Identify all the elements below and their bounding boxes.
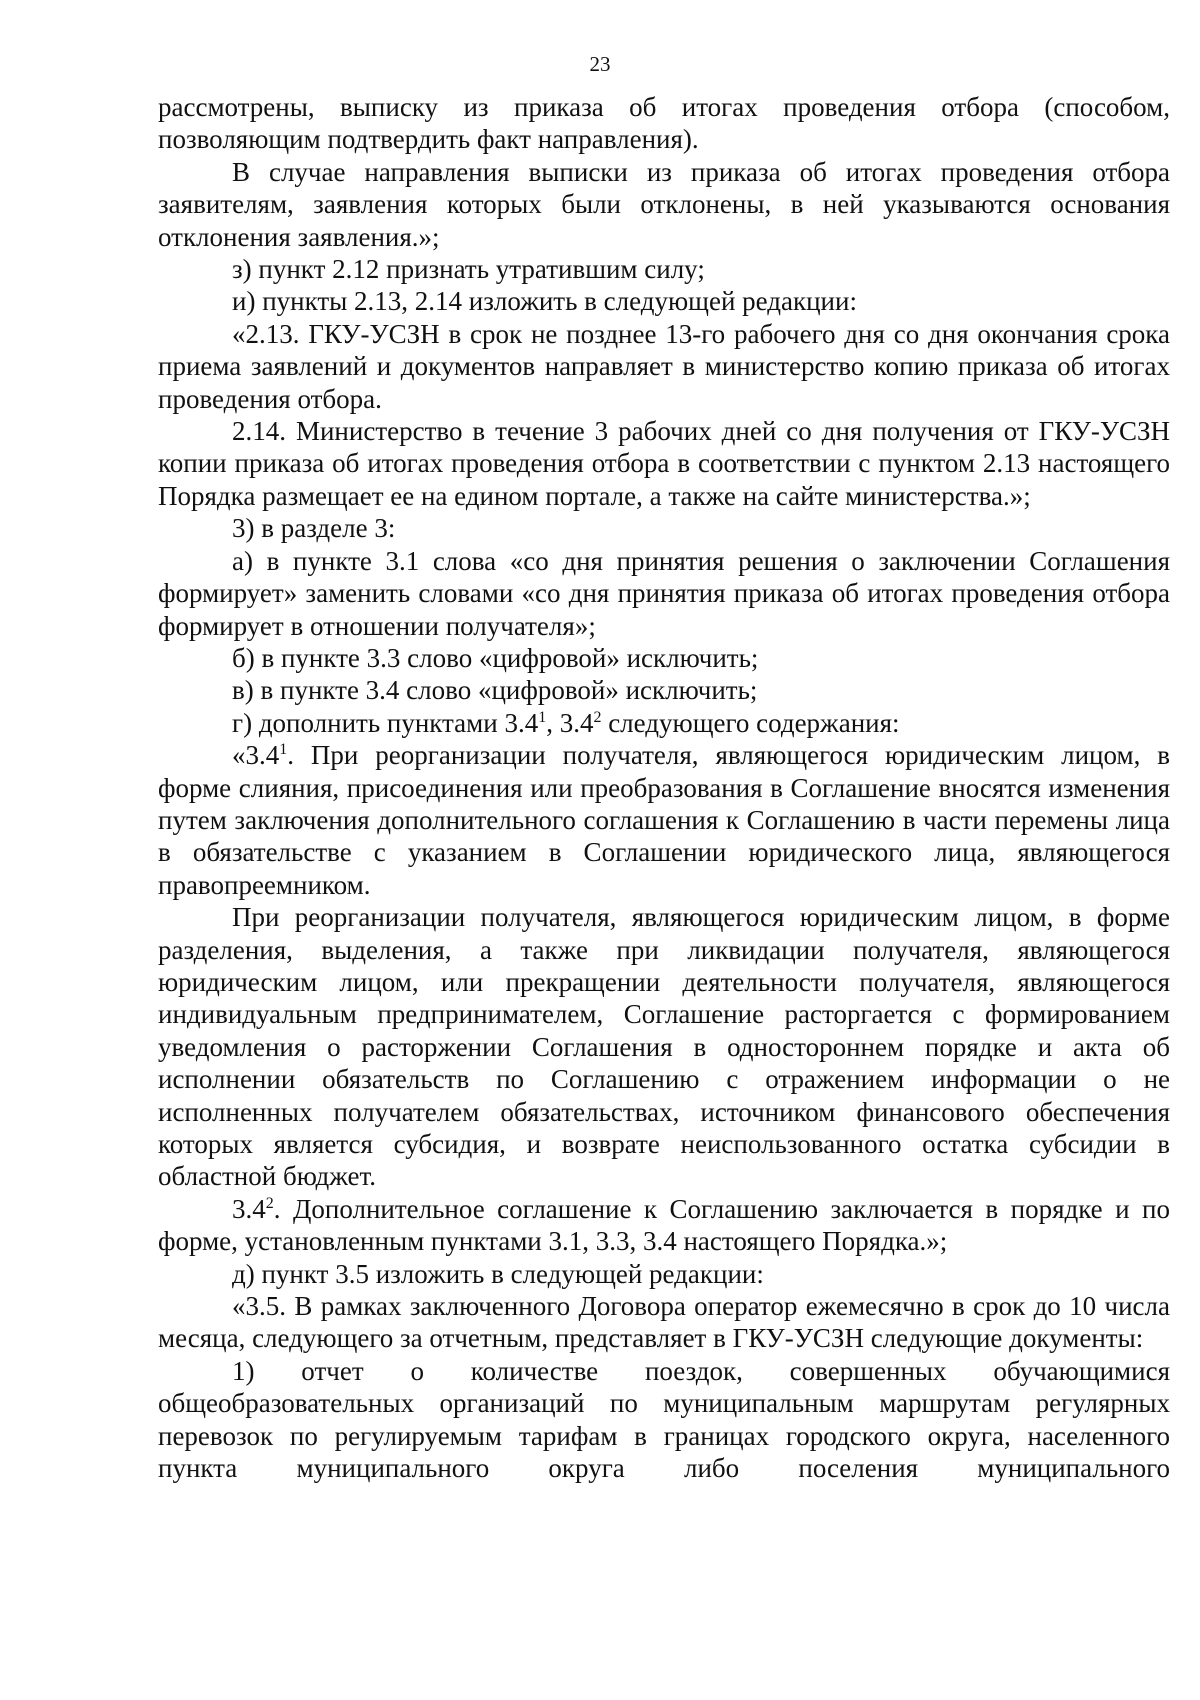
paragraph-item-d: д) пункт 3.5 изложить в следующей редакции:	[232, 1258, 764, 1289]
paragraph-point-3-4-2	[158, 1193, 1170, 1258]
point-3-4-1-prefix: «3.4	[232, 740, 280, 771]
paragraph-rejection-notice: В случае направления выписки из приказа об итогах проведения отбора заявителям, заявления которых были отклонены, в ней указываются основания отклонения заявления.»;	[158, 156, 1170, 252]
paragraph-item-a: а) в пункте 3.1 слова «со дня принятия решения о заключении Соглашения формирует» заменить словами «со дня принятия приказа об итогах проведения отбора формирует в отношении получателя»;	[158, 545, 1170, 641]
paragraph-point-3-5: «3.5. В рамках заключенного Договора оператор ежемесячно в срок до 10 числа месяца, следующего за отчетным, представляет в ГКУ-УСЗН следующие документы:	[158, 1291, 1170, 1354]
paragraph-point-2-13: «2.13. ГКУ-УСЗН в срок не позднее 13-го рабочего дня со дня окончания срока приема заявлений и документов направляет в министерство копию приказа об итогах проведения отбора.	[158, 318, 1170, 414]
paragraph-item-z: з) пункт 2.12 признать утратившим силу;	[232, 254, 705, 285]
paragraph-point-2-14: 2.14. Министерство в течение 3 рабочих дней со дня получения от ГКУ-УСЗН копии приказа об итогах проведения отбора в соответствии с пунктом 2.13 настоящего Порядка размещает ее на едином портале, а также на сайте министерства.»;	[158, 416, 1170, 511]
paragraph-point-3-4-1	[158, 739, 1170, 901]
item-g-middle: , 3.4	[546, 707, 594, 738]
item-g-prefix: г) дополнить пунктами 3.4	[232, 707, 539, 738]
paragraph-continuation: рассмотрены, выписку из приказа об итогах проведения отбора (способом, позволяющим подтвердить факт направления).	[158, 92, 1170, 155]
paragraph-item-g	[158, 707, 1170, 739]
page-number: 23	[589, 52, 611, 76]
paragraph-item-b: б) в пункте 3.3 слово «цифровой» исключить;	[232, 642, 759, 673]
document-body	[158, 91, 1170, 1484]
item-g-superscript-2: 2	[593, 708, 602, 726]
paragraph-reorganization: При реорганизации получателя, являющегося юридическим лицом, в форме разделения, выделения, а также при ликвидации получателя, являющегося юридическим лицом, или прекращении деятельности получателя, являющегося индивидуальным предпринимателем, Соглашение расторгается с формированием уведомления о расторжении Соглашения в одностороннем порядке и акта об исполнении обязательств по Соглашению с отражением информации о не исполненных получателем обязательствах, источником финансового обеспечения которых является субсидия, и возврате неиспользованного остатка субсидии в областной бюджет.	[158, 902, 1170, 1192]
paragraph-subitem-1: 1) отчет о количестве поездок, совершенных обучающимися общеобразовательных организаций по муниципальным маршрутам регулярных перевозок по регулируемым тарифам в границах городского округа, населенного пункта муниципального округа либо поселения муниципального	[158, 1355, 1170, 1484]
point-3-4-2-text: . Дополнительное соглашение к Соглашению заключается в порядке и по форме, установленным пунктами 3.1, 3.3, 3.4 настоящего Порядка.»;	[158, 1193, 1170, 1257]
paragraph-section-3: 3) в разделе 3:	[232, 513, 396, 544]
point-3-4-1-superscript: 1	[279, 741, 288, 759]
paragraph-item-v: в) в пункте 3.4 слово «цифровой» исключить;	[232, 675, 758, 706]
item-g-suffix: следующего содержания:	[601, 707, 900, 738]
paragraph-item-i: и) пункты 2.13, 2.14 изложить в следующей редакции:	[232, 286, 857, 317]
point-3-4-1-text: . При реорганизации получателя, являющегося юридическим лицом, в форме слияния, присоединения или преобразования в Соглашение вносятся изменения путем заключения дополнительного соглашения к Соглашению в части перемены лица в обязательстве с указанием в Соглашении юридического лица, являющегося правопреемником.	[158, 740, 1170, 900]
point-3-4-2-superscript: 2	[265, 1194, 274, 1212]
point-3-4-2-prefix: 3.4	[232, 1193, 266, 1224]
item-g-superscript-1: 1	[538, 708, 547, 726]
